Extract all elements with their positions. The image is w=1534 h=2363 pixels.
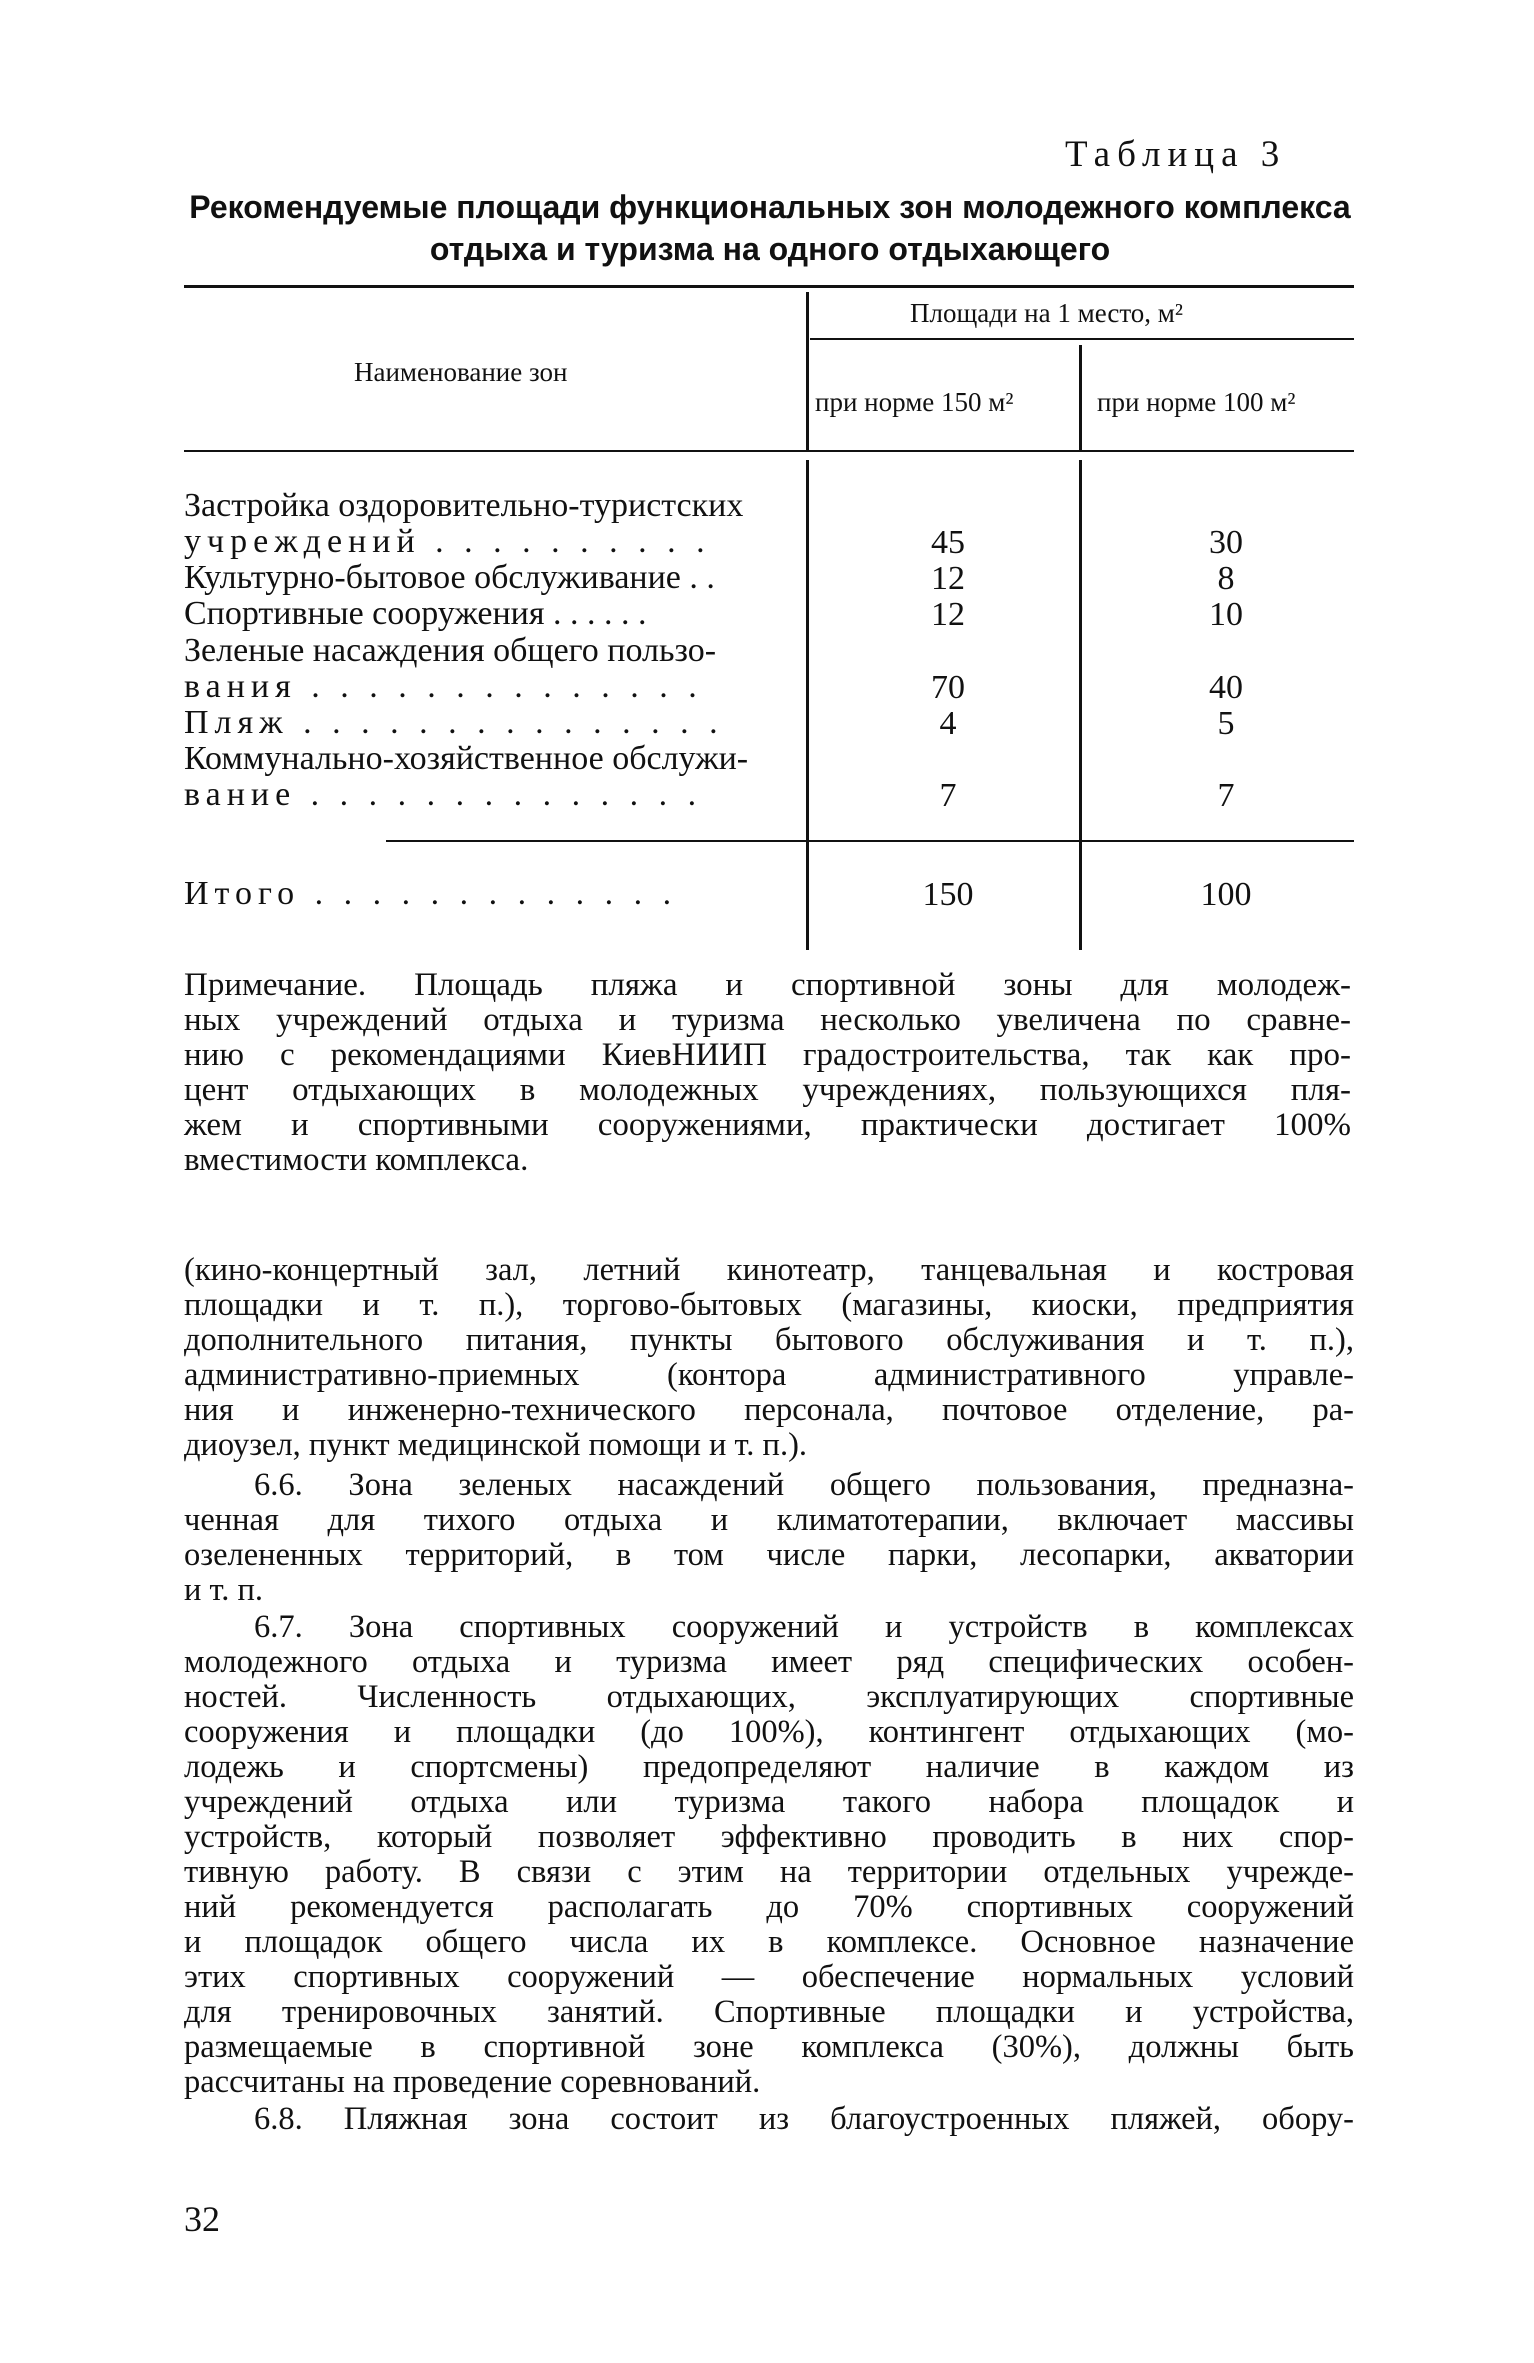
column-divider-1-body	[806, 460, 809, 950]
table-row-name: Пляж . . . . . . . . . . . . . . .	[184, 704, 724, 741]
paragraph: (кино-концертный зал, летний кинотеатр, танцевальная и костровая площадки и т. п.), торгово-бытовых (магазины, киоски, предприятия дополнительного питания, пункты бытового обслуживания и т. п.), административно-приемных (контора административного управле- ния и инженерно-технического персонала, почтовое отделение, ра- диоузел, пункт медицинской помощи и т. п.).	[184, 1252, 1354, 1463]
paragraph-6-7: 6.7. Зона спортивных сооружений и устройств в комплексах молодежного отдыха и туризма имеет ряд специфических особен- ностей. Численность отдыхающих, эксплуатирующих спортивные сооружения и площадки (до 100%), контингент отдыхающих (мо- лодежь и спортсмены) предопределяют наличие в каждом из учреждений отдыха или туризма такого набора площадок и устройств, который позволяет эффективно проводить в них спор- тивную работу. В связи с этим на территории отдельных учрежде- ний рекомендуется располагать до 70% спортивных сооружений и площадок общего числа их в комплексе. Основное назначение этих спортивных сооружений — обеспечение нормальных условий для тренировочных занятий. Спортивные площадки и устройства, размещаемые в спортивной зоне комплекса (30%), должны быть рассчитаны на проведение соревнований.	[184, 1609, 1354, 2100]
table-row-v150: 12	[931, 596, 965, 633]
table-row-v100: 8	[1217, 560, 1235, 597]
table-row-v100: 7	[1217, 777, 1235, 814]
header-zone-name: Наименование зон	[354, 357, 568, 387]
table-label: Таблица 3	[1065, 134, 1287, 175]
paragraph-6-8: 6.8. Пляжная зона состоит из благоустроенных пляжей, обору-	[254, 2101, 1354, 2137]
table-row-v150: 12	[931, 560, 965, 597]
table-row-name: Зеленые насаждения общего пользо- вания . . . . . . . . . . . . . .	[184, 632, 717, 705]
column-divider-1	[806, 292, 809, 450]
table-top-rule	[184, 285, 1354, 288]
table-row-v100: 10	[1209, 596, 1243, 633]
table-row-name: Коммунально-хозяйственное обслужи- вание . . . . . . . . . . . . . .	[184, 740, 749, 813]
table-row-v150: 4	[939, 705, 957, 742]
header-norm-150: при норме 150 м²	[815, 387, 1014, 417]
table-row-name: Застройка оздоровительно-туристских учреждений . . . . . . . . . .	[184, 487, 744, 560]
header-norm-100: при норме 100 м²	[1097, 387, 1296, 417]
table-row-v100: 30	[1209, 524, 1243, 561]
page-number: 32	[184, 2199, 220, 2239]
table-row-name: Культурно-бытовое обслуживание . .	[184, 559, 715, 596]
total-v100: 100	[1200, 876, 1252, 913]
total-label: Итого . . . . . . . . . . . . .	[184, 875, 678, 912]
total-v150: 150	[922, 876, 974, 913]
table-row-name: Спортивные сооружения . . . . . .	[184, 595, 647, 632]
table-row-v150: 7	[939, 777, 957, 814]
subheader-rule	[810, 338, 1354, 340]
table-row-v150: 70	[931, 669, 965, 706]
header-area-group: Площади на 1 место, м²	[910, 298, 1183, 328]
table-row-v100: 40	[1209, 669, 1243, 706]
table-note: Примечание. Площадь пляжа и спортивной зоны для молодеж- ных учреждений отдыха и туризма несколько увеличена по сравне- нию с рекомендациями КиевНИИП градостроительства, так как про- цент отдыхающих в молодежных учреждениях, пользующихся пля- жем и спортивными сооружениями, практически достигает 100% вместимости комплекса.	[184, 967, 1351, 1178]
total-rule	[386, 840, 1354, 842]
column-divider-2	[1079, 345, 1082, 450]
table-title: Рекомендуемые площади функциональных зон молодежного комплекса отдыха и туризма на одного отдыхающего	[189, 189, 1351, 267]
table-row-v100: 5	[1217, 705, 1235, 742]
table-row-v150: 45	[931, 524, 965, 561]
header-bottom-rule	[184, 450, 1354, 452]
paragraph-6-6: 6.6. Зона зеленых насаждений общего пользования, предназна- ченная для тихого отдыха и климатотерапии, включает массивы озелененных территорий, в том числе парки, лесопарки, акватории и т. п.	[184, 1467, 1354, 1608]
column-divider-2-body	[1079, 460, 1082, 950]
